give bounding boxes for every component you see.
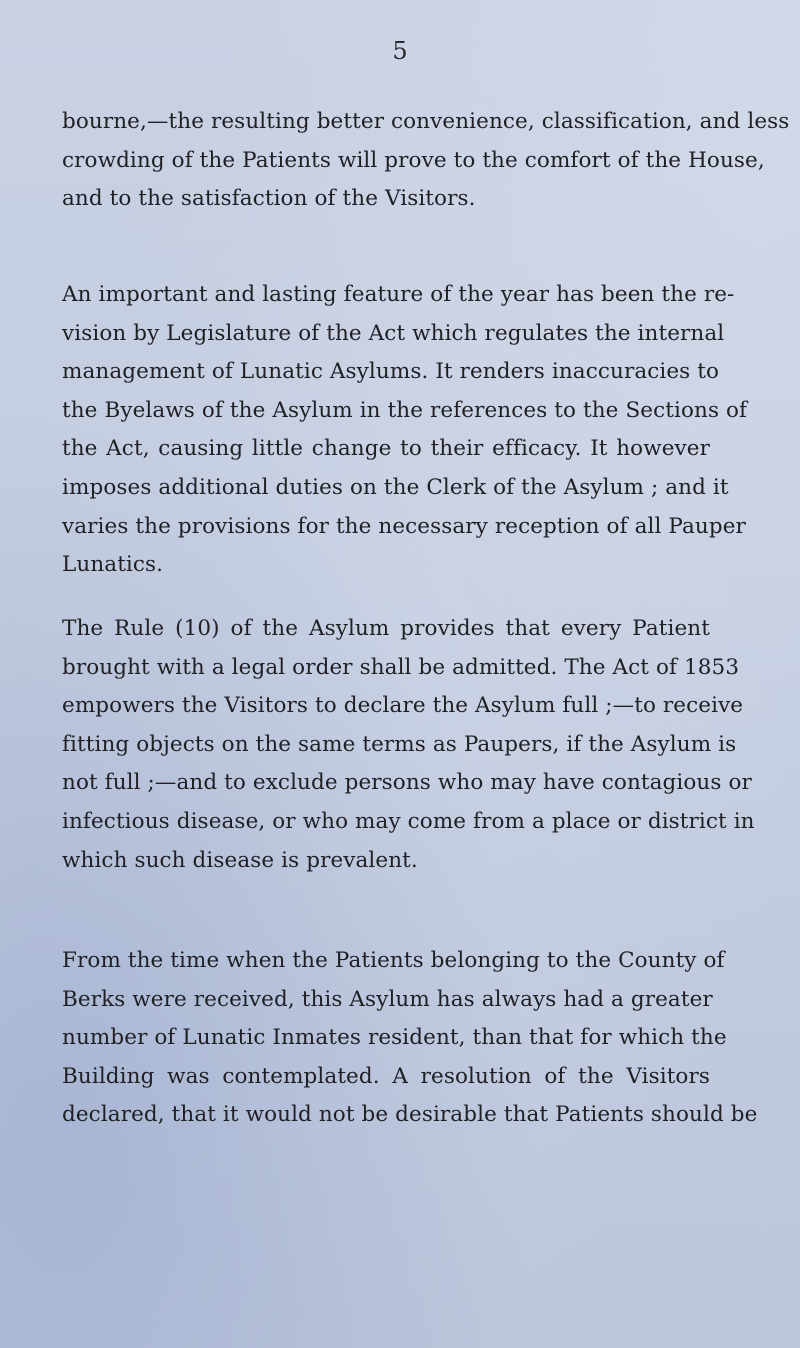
text-line: bourne,—the resulting better convenience, classification, and less — [62, 109, 790, 134]
text-line: imposes additional duties on the Clerk of the Asylum ; and it — [62, 474, 729, 500]
paragraph-4 — [62, 942, 758, 1135]
text-line: varies the provisions for the necessary reception of all Pauper — [62, 513, 746, 539]
paragraph-3 — [62, 610, 755, 880]
text-line: empowers the Visitors to declare the Asylum full ;—to receive — [62, 693, 744, 719]
text-line: fitting objects on the same terms as Paupers, if the Asylum is — [62, 731, 737, 757]
text-line: Lunatics. — [62, 552, 164, 578]
text-line: Berks were received, this Asylum has always had a greater — [62, 986, 713, 1012]
text-line: the Act, causing little change to their efficacy. It however — [62, 436, 710, 462]
text-line: which such disease is prevalent. — [62, 847, 418, 873]
text-line: Building was contemplated. A resolution of the Visitors — [62, 1063, 710, 1089]
text-line: From the time when the Patients belonging to the County of — [62, 948, 725, 973]
text-line: and to the satisfaction of the Visitors. — [62, 186, 476, 212]
text-line: not full ;—and to exclude persons who may have contagious or — [62, 770, 752, 796]
text-line: brought with a legal order shall be admitted. The Act of 1853 — [62, 654, 740, 680]
text-line: vision by Legislature of the Act which regulates the internal — [62, 320, 725, 346]
text-line: The Rule (10) of the Asylum provides that every Patient — [62, 616, 710, 641]
paragraph-2 — [62, 276, 748, 585]
text-line: number of Lunatic Inmates resident, than that for which the — [62, 1025, 727, 1051]
page-number: 5 — [392, 37, 408, 65]
text-line: An important and lasting feature of the year has been the re- — [62, 282, 735, 307]
paragraph-1 — [62, 103, 790, 219]
text-line: infectious disease, or who may come from a place or district in — [62, 808, 755, 834]
text-line: management of Lunatic Asylums. It renders inaccuracies to — [62, 359, 720, 385]
text-line: the Byelaws of the Asylum in the references to the Sections of — [62, 397, 748, 423]
text-line: crowding of the Patients will prove to the comfort of the House, — [62, 147, 765, 173]
text-line: declared, that it would not be desirable that Patients should be — [62, 1102, 758, 1128]
